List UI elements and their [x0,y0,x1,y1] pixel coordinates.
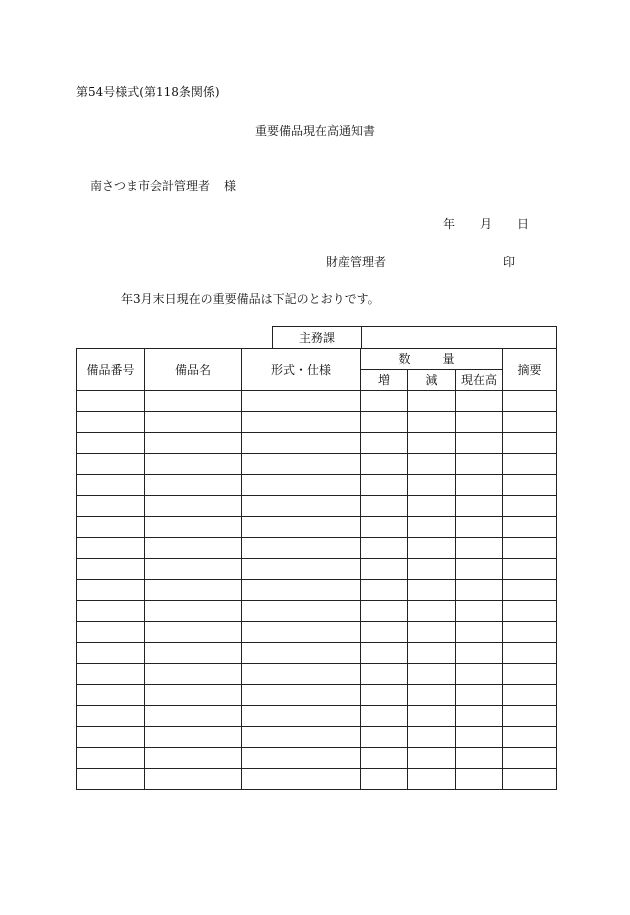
cell-spec[interactable] [242,517,361,538]
cell-current[interactable] [456,517,503,538]
cell-item-name[interactable] [145,391,242,412]
table-row [77,706,557,727]
cell-current[interactable] [456,664,503,685]
cell-current[interactable] [456,601,503,622]
cell-item-number[interactable] [77,454,145,475]
cell-current[interactable] [456,475,503,496]
date-day: 日 [517,217,530,231]
header-increase: 増 [361,370,408,391]
cell-decrease[interactable] [408,412,456,433]
cell-remarks[interactable] [503,517,557,538]
cell-item-name[interactable] [145,559,242,580]
cell-remarks[interactable] [503,664,557,685]
cell-decrease[interactable] [408,580,456,601]
cell-item-number[interactable] [77,769,145,790]
property-manager-label: 財産管理者 [326,255,387,269]
cell-item-number[interactable] [77,391,145,412]
cell-increase[interactable] [361,580,408,601]
document-title: 重要備品現在高通知書 [254,124,375,138]
header-item-name: 備品名 [145,349,242,391]
cell-item-number[interactable] [77,685,145,706]
cell-item-number[interactable] [77,664,145,685]
cell-item-number[interactable] [77,517,145,538]
table-row [77,769,557,790]
cell-item-name[interactable] [145,727,242,748]
cell-item-name[interactable] [145,706,242,727]
cell-current[interactable] [456,538,503,559]
cell-remarks[interactable] [503,559,557,580]
cell-current[interactable] [456,412,503,433]
table-row [77,580,557,601]
cell-item-name[interactable] [145,517,242,538]
cell-decrease[interactable] [408,664,456,685]
cell-decrease[interactable] [408,685,456,706]
cell-decrease[interactable] [408,748,456,769]
cell-spec[interactable] [242,559,361,580]
header-spec: 形式・仕様 [242,349,361,391]
cell-item-name[interactable] [145,769,242,790]
addressee [90,180,236,192]
department-table [272,326,557,349]
header-current: 現在高 [456,370,503,391]
table-row [77,496,557,517]
cell-remarks[interactable] [503,580,557,601]
cell-current[interactable] [456,685,503,706]
table-row [77,412,557,433]
cell-spec[interactable] [242,769,361,790]
header-decrease: 減 [408,370,456,391]
table-row [77,727,557,748]
cell-remarks[interactable] [503,727,557,748]
cell-spec[interactable] [242,412,361,433]
cell-item-number[interactable] [77,706,145,727]
cell-increase[interactable] [361,433,408,454]
addressee-honorific: 様 [224,179,237,193]
table-row [77,622,557,643]
seal-mark: 印 [503,255,516,269]
cell-spec[interactable] [242,664,361,685]
equipment-table [76,348,557,790]
cell-remarks[interactable] [503,412,557,433]
date-line [443,218,529,230]
cell-item-number[interactable] [77,559,145,580]
cell-increase[interactable] [361,391,408,412]
cell-item-number[interactable] [77,433,145,454]
cell-item-name[interactable] [145,685,242,706]
cell-item-number[interactable] [77,496,145,517]
cell-item-name[interactable] [145,601,242,622]
department-label: 主務課 [273,327,362,349]
cell-current[interactable] [456,391,503,412]
cell-spec[interactable] [242,496,361,517]
table-row [77,454,557,475]
cell-increase[interactable] [361,664,408,685]
table-row [77,517,557,538]
cell-item-number[interactable] [77,643,145,664]
cell-current[interactable] [456,643,503,664]
cell-spec[interactable] [242,601,361,622]
cell-spec[interactable] [242,727,361,748]
header-item-number: 備品番号 [77,349,145,391]
cell-increase[interactable] [361,454,408,475]
cell-decrease[interactable] [408,769,456,790]
cell-item-name[interactable] [145,412,242,433]
cell-remarks[interactable] [503,685,557,706]
cell-increase[interactable] [361,748,408,769]
cell-current[interactable] [456,559,503,580]
cell-increase[interactable] [361,412,408,433]
cell-remarks[interactable] [503,622,557,643]
cell-current[interactable] [456,433,503,454]
cell-decrease[interactable] [408,706,456,727]
cell-decrease[interactable] [408,622,456,643]
cell-remarks[interactable] [503,706,557,727]
table-row [77,748,557,769]
cell-spec[interactable] [242,433,361,454]
cell-item-number[interactable] [77,748,145,769]
cell-spec[interactable] [242,580,361,601]
cell-item-name[interactable] [145,622,242,643]
cell-item-name[interactable] [145,643,242,664]
table-row [77,433,557,454]
cell-remarks[interactable] [503,601,557,622]
cell-increase[interactable] [361,475,408,496]
table-row [77,559,557,580]
cell-decrease[interactable] [408,727,456,748]
cell-item-name[interactable] [145,580,242,601]
cell-item-name[interactable] [145,664,242,685]
cell-spec[interactable] [242,622,361,643]
header-quantity: 数 量 [361,349,503,370]
table-row [77,538,557,559]
table-row [77,685,557,706]
cell-remarks[interactable] [503,643,557,664]
cell-increase[interactable] [361,601,408,622]
cell-increase[interactable] [361,517,408,538]
cell-current[interactable] [456,496,503,517]
table-row [77,475,557,496]
cell-current[interactable] [456,727,503,748]
cell-current[interactable] [456,580,503,601]
cell-decrease[interactable] [408,559,456,580]
cell-remarks[interactable] [503,391,557,412]
cell-spec[interactable] [242,643,361,664]
cell-spec[interactable] [242,748,361,769]
cell-increase[interactable] [361,685,408,706]
cell-decrease[interactable] [408,538,456,559]
cell-remarks[interactable] [503,496,557,517]
cell-current[interactable] [456,706,503,727]
cell-remarks[interactable] [503,748,557,769]
cell-spec[interactable] [242,538,361,559]
cell-remarks[interactable] [503,454,557,475]
table-row [77,664,557,685]
cell-increase[interactable] [361,706,408,727]
cell-item-name[interactable] [145,496,242,517]
cell-decrease[interactable] [408,601,456,622]
table-row [77,601,557,622]
cell-item-name[interactable] [145,454,242,475]
cell-remarks[interactable] [503,433,557,454]
cell-item-name[interactable] [145,748,242,769]
table-row [77,643,557,664]
cell-increase[interactable] [361,538,408,559]
department-field[interactable] [362,327,557,349]
header-remarks: 摘要 [503,349,557,391]
cell-current[interactable] [456,454,503,475]
cell-decrease[interactable] [408,643,456,664]
cell-current[interactable] [456,769,503,790]
cell-increase[interactable] [361,559,408,580]
cell-current[interactable] [456,622,503,643]
form-number: 第54号様式(第118条関係) [76,85,220,99]
cell-decrease[interactable] [408,454,456,475]
cell-item-number[interactable] [77,475,145,496]
cell-increase[interactable] [361,769,408,790]
addressee-name: 南さつま市会計管理者 [90,179,211,193]
cell-spec[interactable] [242,454,361,475]
date-year: 年 [443,217,456,231]
cell-item-number[interactable] [77,601,145,622]
table-row [77,391,557,412]
date-month: 月 [480,217,493,231]
cell-decrease[interactable] [408,475,456,496]
cell-item-number[interactable] [77,580,145,601]
cell-item-number[interactable] [77,412,145,433]
cell-remarks[interactable] [503,475,557,496]
cell-item-number[interactable] [77,727,145,748]
cell-decrease[interactable] [408,391,456,412]
cell-decrease[interactable] [408,496,456,517]
cell-increase[interactable] [361,727,408,748]
cell-item-name[interactable] [145,433,242,454]
cell-item-name[interactable] [145,475,242,496]
cell-increase[interactable] [361,643,408,664]
cell-increase[interactable] [361,622,408,643]
cell-item-name[interactable] [145,538,242,559]
cell-item-number[interactable] [77,622,145,643]
cell-spec[interactable] [242,685,361,706]
cell-decrease[interactable] [408,517,456,538]
statement-text: 年3月末日現在の重要備品は下記のとおりです。 [121,292,380,306]
cell-spec[interactable] [242,706,361,727]
cell-remarks[interactable] [503,769,557,790]
cell-decrease[interactable] [408,433,456,454]
cell-item-number[interactable] [77,538,145,559]
cell-remarks[interactable] [503,538,557,559]
cell-current[interactable] [456,748,503,769]
cell-increase[interactable] [361,496,408,517]
cell-spec[interactable] [242,475,361,496]
cell-spec[interactable] [242,391,361,412]
